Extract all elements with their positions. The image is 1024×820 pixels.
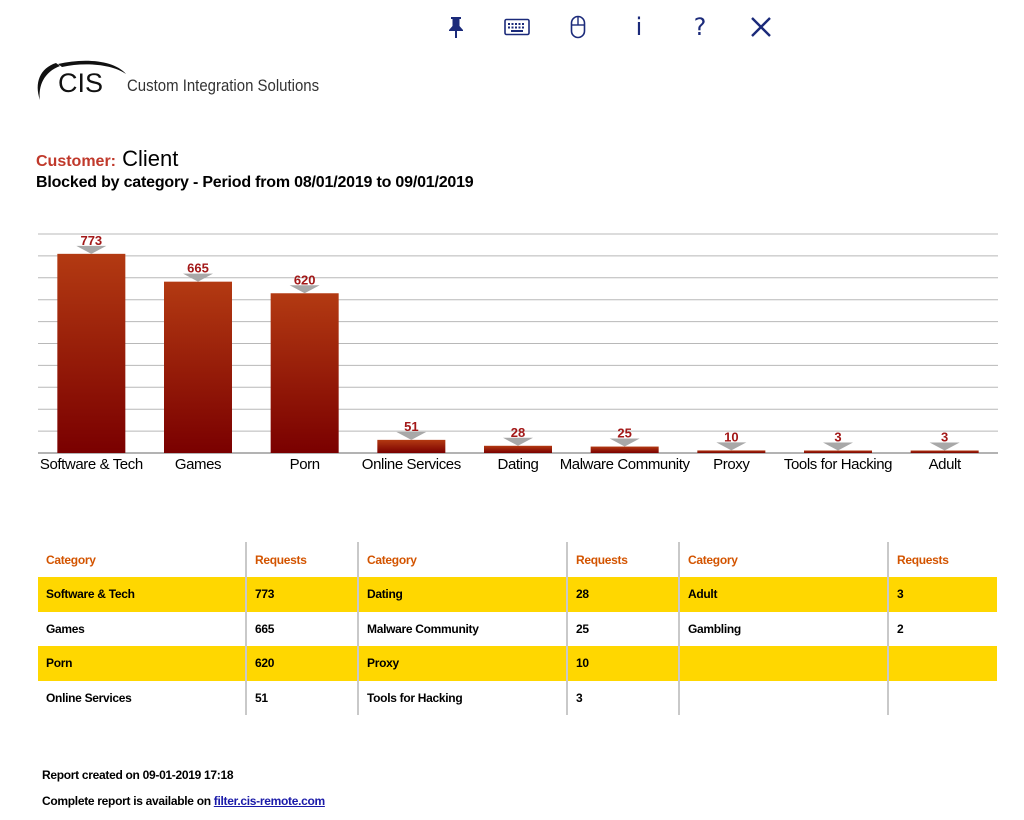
report-period: - Period from 08/01/2019 to 09/01/2019 — [188, 174, 474, 191]
chart-value-label: 28 — [510, 424, 526, 440]
keyboard-button[interactable] — [497, 8, 537, 46]
header-category-2: Category — [358, 542, 567, 577]
chart-value-label: 620 — [293, 272, 316, 288]
mouse-button[interactable] — [558, 8, 598, 46]
top-toolbar — [436, 8, 781, 46]
report-availability-text: Complete report is available on — [42, 794, 214, 808]
table-cell: Tools for Hacking — [358, 681, 567, 716]
table-cell — [888, 646, 997, 681]
logo-mark-text: CIS — [58, 68, 104, 98]
chart-bar — [164, 282, 232, 453]
report-title-text: Blocked by category — [36, 174, 189, 191]
chart-bar — [377, 440, 445, 453]
chart-category-label: Tools for Hacking — [783, 456, 893, 473]
close-icon — [749, 15, 773, 39]
chart-category-label: Porn — [289, 456, 320, 473]
header-requests-1: Requests — [246, 542, 358, 577]
table-cell: 28 — [567, 577, 679, 612]
chart-bar — [484, 446, 552, 453]
chart-value-label: 773 — [80, 232, 103, 248]
table-cell: Online Services — [46, 690, 132, 705]
cis-logo-mark — [34, 58, 129, 106]
table-cell: 620 — [246, 646, 358, 681]
chart-category-label: Software & Tech — [39, 456, 143, 473]
table-header-row — [38, 542, 997, 577]
help-button[interactable] — [680, 8, 720, 46]
chart-category-label: Proxy — [713, 456, 750, 473]
chart-category-label: Malware Community — [559, 456, 690, 473]
chart-category-label: Online Services — [361, 456, 461, 473]
chart-bar — [911, 451, 979, 454]
chart-bar — [57, 254, 125, 453]
table-cell: 10 — [567, 646, 679, 681]
table-cell: Gambling — [679, 612, 888, 647]
company-logo — [34, 58, 354, 108]
table-cell: Adult — [679, 577, 888, 612]
table-cell: Dating — [358, 577, 567, 612]
table-row — [38, 646, 997, 681]
help-icon: ? — [693, 13, 707, 41]
customer-line — [36, 146, 178, 172]
chart-bar — [804, 451, 872, 454]
chart-category-label: Adult — [928, 456, 961, 473]
table-cell — [888, 681, 997, 716]
table-row — [38, 612, 997, 647]
chart-value-label: 3 — [834, 429, 842, 445]
table-cell: 773 — [246, 577, 358, 612]
logo-text: Custom Integration Solutions — [127, 76, 320, 95]
table-cell: Malware Community — [358, 612, 567, 647]
table-cell: 665 — [246, 612, 358, 647]
chart-bar — [591, 447, 659, 453]
table-row — [38, 577, 997, 612]
chart-bar — [697, 450, 765, 453]
blocked-category-chart — [0, 220, 1024, 480]
close-button[interactable] — [741, 8, 781, 46]
chart-value-label: 51 — [404, 418, 419, 434]
pin-button[interactable] — [436, 8, 476, 46]
table-cell: 3 — [567, 681, 679, 716]
chart-value-label: 10 — [724, 429, 739, 445]
header-requests-3: Requests — [888, 542, 997, 577]
report-link[interactable]: filter.cis-remote.com — [213, 794, 325, 808]
chart-value-label: 665 — [187, 260, 209, 276]
table-cell: 2 — [888, 612, 997, 647]
report-title — [36, 174, 474, 192]
table-row — [38, 681, 997, 716]
keyboard-icon — [504, 18, 530, 36]
table-cell: 25 — [567, 612, 679, 647]
header-category-1: Category — [46, 552, 96, 567]
chart-value-label: 3 — [941, 429, 949, 445]
chart-category-label: Dating — [497, 456, 539, 473]
header-category-3: Category — [679, 542, 888, 577]
info-icon: i — [635, 13, 643, 41]
pin-icon — [445, 15, 467, 39]
table-cell: Games — [46, 621, 85, 636]
info-button[interactable] — [619, 8, 659, 46]
table-cell — [679, 681, 888, 716]
table-cell: 51 — [246, 681, 358, 716]
report-availability — [42, 794, 325, 808]
category-table — [38, 542, 997, 715]
report-created: Report created on 09-01-2019 17:18 — [42, 768, 234, 782]
customer-label: Customer: — [36, 153, 117, 170]
table-cell — [679, 646, 888, 681]
chart-bar — [271, 293, 339, 453]
table-cell: 3 — [888, 577, 997, 612]
table-cell: Proxy — [358, 646, 567, 681]
chart-value-label: 25 — [617, 425, 632, 441]
chart-category-label: Games — [174, 456, 222, 473]
table-cell: Software & Tech — [38, 577, 246, 612]
table-cell: Porn — [38, 646, 246, 681]
customer-name: Client — [122, 146, 179, 171]
mouse-icon — [570, 15, 586, 39]
header-requests-2: Requests — [567, 542, 679, 577]
